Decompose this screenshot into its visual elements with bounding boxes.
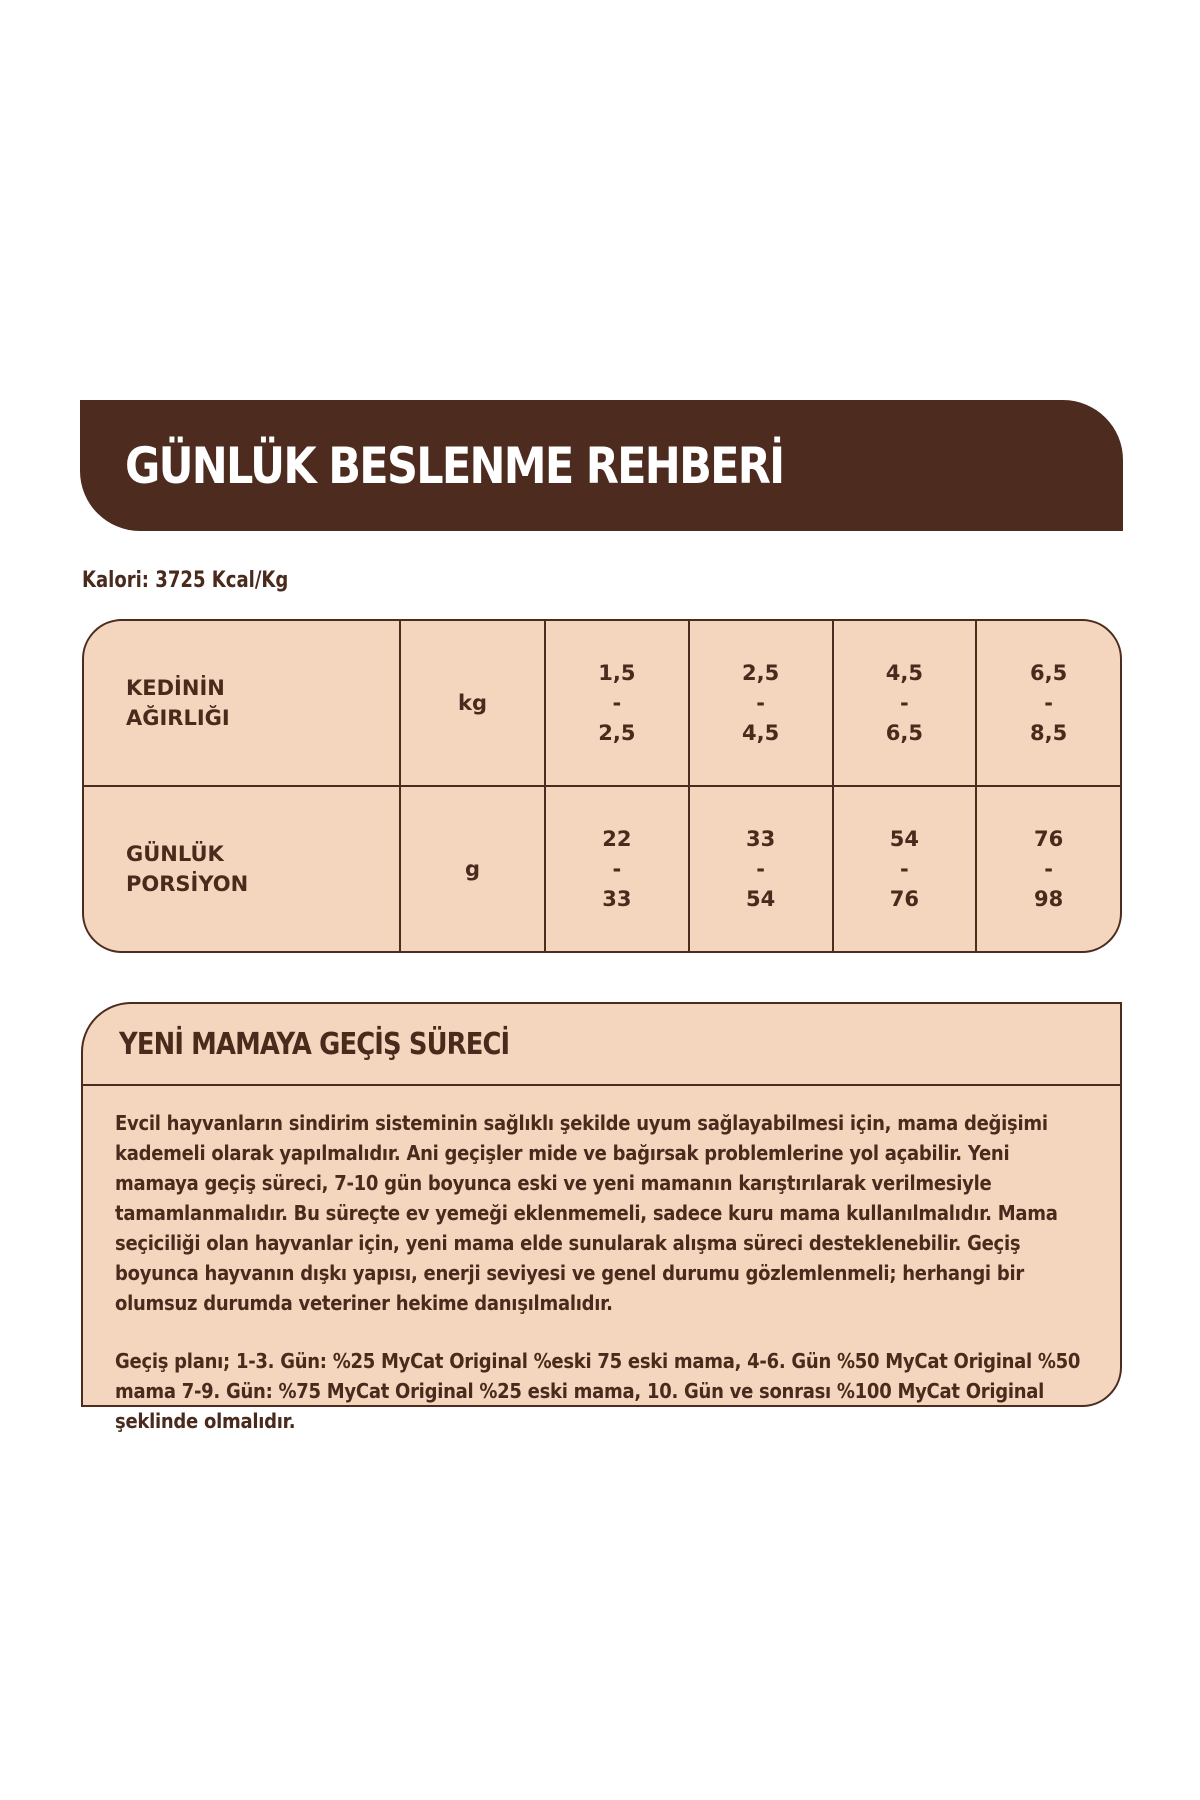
range-separator: - (756, 691, 765, 715)
range-from: 4,5 (885, 661, 923, 685)
range-to: 76 (889, 887, 919, 911)
row-label-weight (84, 621, 400, 786)
weight-range-cell (689, 621, 833, 786)
range-to: 4,5 (742, 721, 780, 745)
transition-paragraph: Evcil hayvanların sindirim sisteminin sağlıklı şekilde uyum sağlayabilmesi için, mama değişimi kademeli olarak yapılmalıdır. Ani geçişler mide ve bağırsak problemlerine yol açabilir. Yeni mamaya geçiş süreci, 7-10 gün boyunca eski ve yeni mamanın karıştırılarak verilmesiyle tamamlanmalıdır. Bu süreçte ev yemeği eklenmemeli, sadece kuru mama kullanılmalıdır. Mama seçiciliği olan hayvanlar için, yeni mama elde sunularak alışma süreci desteklenebilir. Geçiş boyunca hayvanın dışkı yapısı, enerji seviyesi ve genel durumu gözlemlenmeli; herhangi bir olumsuz durumda veteriner hekime danışılmalıdır. (115, 1111, 1058, 1315)
transition-title: YENİ MAMAYA GEÇİŞ SÜRECİ (119, 1026, 510, 1062)
portion-range-cell (833, 786, 977, 951)
range-separator: - (612, 691, 622, 715)
range-separator: - (756, 857, 765, 881)
range-from: 76 (1034, 827, 1064, 851)
row-label-line: GÜNLÜK (126, 842, 224, 866)
unit-cell: g (400, 786, 545, 951)
portion-range-cell (976, 786, 1120, 951)
portion-range-cell (545, 786, 689, 951)
range-to: 54 (746, 887, 776, 911)
range-separator: - (900, 857, 909, 881)
weight-range-cell (833, 621, 977, 786)
range-separator: - (612, 857, 622, 881)
range-to: 2,5 (598, 721, 636, 745)
header-banner (80, 400, 1123, 531)
range-from: 1,5 (598, 661, 636, 685)
range-from: 22 (602, 827, 632, 851)
row-label-line: AĞIRLIĞI (126, 706, 230, 730)
range-separator: - (1044, 691, 1053, 715)
unit-cell: kg (400, 621, 545, 786)
range-to: 6,5 (885, 721, 923, 745)
range-from: 6,5 (1030, 661, 1068, 685)
range-from: 2,5 (742, 661, 780, 685)
transition-plan-paragraph: Geçiş planı; 1-3. Gün: %25 MyCat Original %eski 75 eski mama, 4-6. Gün %50 MyCat Original %50 mama 7-9. Gün: %75 MyCat Original %25 eski mama, 10. Gün ve sonrası %100 MyCat Original şeklinde olmalıdır. (115, 1349, 1081, 1433)
portion-range-cell (689, 786, 833, 951)
range-separator: - (900, 691, 909, 715)
feeding-guide-table (82, 619, 1122, 953)
transition-section (81, 1002, 1122, 1433)
range-to: 98 (1034, 887, 1064, 911)
page-title: GÜNLÜK BESLENME REHBERİ (125, 436, 784, 495)
range-to: 8,5 (1030, 721, 1068, 745)
row-label-portion (84, 786, 400, 951)
row-label-line: KEDİNİN (126, 676, 225, 700)
range-to: 33 (602, 887, 632, 911)
calorie-info: Kalori: 3725 Kcal/Kg (82, 568, 289, 593)
transition-body (83, 1086, 1120, 1436)
table-row-weight (84, 621, 1120, 786)
table-row-portion (84, 786, 1120, 951)
weight-range-cell (976, 621, 1120, 786)
transition-header (83, 1004, 1120, 1086)
range-from: 33 (746, 827, 776, 851)
range-separator: - (1044, 857, 1053, 881)
row-label-line: PORSİYON (126, 872, 249, 896)
range-from: 54 (889, 827, 919, 851)
weight-range-cell (545, 621, 689, 786)
